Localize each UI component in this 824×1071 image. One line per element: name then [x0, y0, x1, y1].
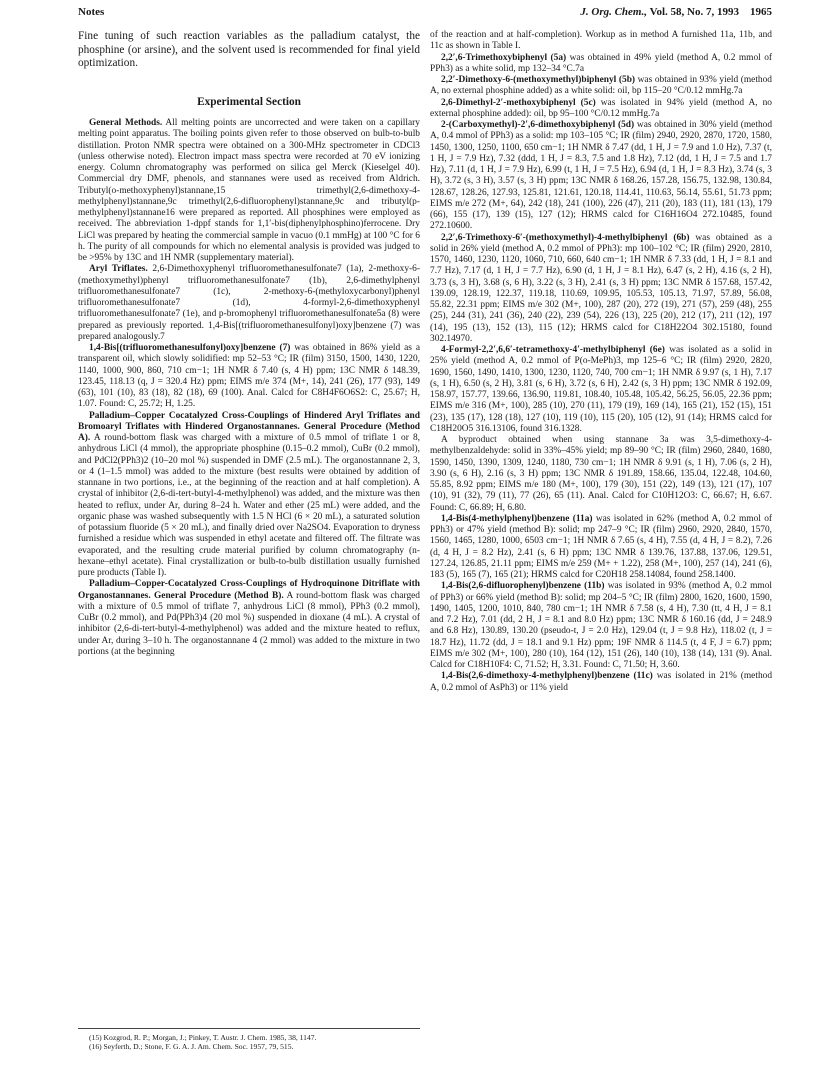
page-number: 1965: [750, 6, 772, 18]
compound-name: 1,4-Bis(2,6-difluorophenyl)benzene (11b): [441, 581, 605, 592]
paragraph: [430, 514, 772, 582]
paragraph-body: was obtained as a solid in 26% yield (method A, 0.2 mmol of PPh3): mp 100–102 °C; IR (film) 2920, 2810, 1570, 1460, 1230, 1120, 1060, 710, 660, 640 cm−1; 1H NMR δ 7.33 (dd, 1 H, J = 8.1 and 7.7 Hz), 7.17 (d, 1 H, J = 7.7 Hz), 6.90 (d, 1 H, J = 8.1 Hz), 6.47 (s, 2 H), 4.16 (s, 2 H), 3.73 (s, 3 H), 3.68 (s, 6 H), 3.22 (s, 3 H), 2.41 (s, 3 H) ppm; 13C NMR δ 157.68, 157.42, 139.09, 128.19, 122.37, 119.18, 110.69, 109.95, 105.53, 105.13, 71.97, 57.89, 56.08, 55.82, 22.31 ppm; EIMS m/e 302 (M+, 100), 287 (20), 272 (19), 271 (57), 259 (48), 255 (25), 244 (31), 241 (36), 240 (22), 239 (54), 226 (13), 225 (20), 212 (17), 211 (12), 197 (14), 195 (13), 152 (13), 115 (12); HRMS calcd for C18H22O4 302.15180, found 302.14970.: [430, 232, 772, 344]
paragraph-body: of the reaction and at half-completion). Workup as in method A furnished 11a, 11b, and 11c as shown in Table I.: [430, 30, 772, 52]
paragraph-lead: Palladium–Copper Cocatalyzed Cross-Couplings of Hindered Aryl Triflates and Bromoaryl Triflates with Hindered Organostannanes. General Procedure (Method A).: [78, 410, 420, 444]
compound-name: 2,2′,6-Trimethoxybiphenyl (5a): [441, 52, 567, 63]
right-column: [430, 30, 772, 694]
paragraph-body: was isolated in 21% (method A, 0.2 mmol of AsPh3) or 11% yield: [430, 671, 772, 693]
paragraph-body: All melting points are uncorrected and were taken on a capillary melting point apparatus. The boiling points given refer to those observed on bulb-to-bulb distillation. Proton NMR spectra were obtained on a 300-MHz spectrometer in CDCl3 (unless otherwise noted). Electron impact mass spectra were recorded at 70 eV ionizing energy. Column chromatography was performed on silica gel Merck (Kieselgel 40). Commercial dry DMF, phenols, and stannanes were used as received from Aldrich. Tributyl(o-methoxyphenyl)stannane,15 trimethyl(2,6-dimethoxy-4-methylphenyl)stannane,9c trimethyl(2,6-difluorophenyl)stannane,9c and tributyl(p-methylphenyl)stannane16 were prepared as reported. All phosphines were employed as received. The abbreviation 1-dppf stands for 1,1′-bis(diphenylphosphino)ferrocene. Dry LiCl was prepared by heating the commercial sample in vacuo (0.1 mmHg) at 100 °C for 6 h. The purity of all compounds for which no elemental analysis is provided was judged to be >95% by 13C and 1H NMR (supplementary material).: [78, 118, 420, 264]
paragraph-body: A byproduct obtained when using stannane 3a was 3,5-dimethoxy-4-methylbenzaldehyde: solid in 33%–45% yield; mp 89–90 °C; IR (film) 2960, 2840, 1680, 1590, 1450, 1390, 1309, 1240, 1180, 730 cm−1; 1H NMR δ 9.91 (s, 1 H), 7.06 (s, 2 H), 3.90 (s, 6 H), 2.16 (s, 3 H) ppm; 13C NMR δ 191.89, 158.66, 135.04, 122.48, 104.60, 55.85, 8.92 ppm; EIMS m/e 180 (M+, 100), 179 (30), 151 (22), 149 (13), 121 (17), 107 (10), 91 (32), 79 (11), 77 (26), 65 (11). Anal. Calcd for C10H12O3: C, 66.67; H, 6.67. Found: C, 66.89; H, 6.80.: [430, 435, 772, 513]
compound-name: 1,4-Bis(2,6-dimethoxy-4-methylphenyl)benzene (11c): [441, 671, 653, 682]
paragraph: [430, 345, 772, 435]
footnote: (16) Seyferth, D.; Stone, F. G. A. J. Am. Chem. Soc. 1957, 79, 515.: [89, 1042, 294, 1052]
paragraph-body: was obtained in 49% yield (method A, 0.2 mmol of PPh3) as a white solid, mp 132–34 °C.7a: [430, 52, 773, 74]
paragraph: [78, 579, 420, 658]
paragraph-lead: General Methods.: [89, 118, 163, 129]
section-label: Notes: [78, 6, 105, 18]
volume-info: Vol. 58, No. 7, 1993: [649, 6, 739, 18]
paragraph-body: was isolated in 93% (method A, 0.2 mmol of PPh3) or 66% yield (method B): solid; mp 204–5 °C; IR (film) 2800, 1620, 1600, 1590, 1490, 1405, 1200, 1010, 840, 780 cm−1; 1H NMR δ 7.58 (s, 4 H), 7.30 (tt, 4 H, J = 8.1 and 7.2 Hz), 7.01 (dd, 2 H, J = 8.1 and 8.0 Hz) ppm; 13C NMR δ 160.16 (dd, J = 248.9 and 6.8 Hz), 130.89, 130.20 (pseudo-t, J = 2.0 Hz), 129.04 (t, J = 9.8 Hz), 118.02 (t, J = 18.7 Hz), 11.72 (dd, J = 18.1 and 9.1 Hz) ppm; 19F NMR δ 114.5 (t, 4 F, J = 6.7) ppm; EIMS m/e 302 (M+, 100), 280 (10), 164 (12), 151 (26), 140 (10), 138 (14), 131 (9). Anal. Calcd for C18H10F4: C, 71.52; H, 3.31. Found: C, 71.50; H, 3.60.: [430, 581, 772, 670]
paragraph-body: A round-bottom flask was charged with a mixture of 0.5 mmol of triflate 1 or 8, anhydrous LiCl (4 mmol), the appropriate phosphine (0.15–0.2 mmol), CuBr (0.2 mmol), and PdCl2(PPh3)2 (10–20 mol %) suspended in DMF (2.5 mL). The organostannane 2, 3, or 4 (1–1.5 mmol) was added to the mixture (best results were obtained by addition of stannane in two portions, i.e., at the beginning of the reaction and at half completion). A crystal of inhibitor (2,6-di-tert-butyl-4-methylphenol) was added, and the mixture was then heated to reflux, under Ar, during 8–24 h. Water and ether (25 mL) were added, and the organic phase was washed subsequently with 1.5 N HCl (6 × 20 mL), a saturated solution of potassium fluoride (5 × 20 mL), and finally dried over Na2SO4. Evaporation to dryness furnished a residue which was suspended in ethyl acetate and filtered off. The filtrate was evaporated, and the resulting crude material purified by column chromatography (n-hexane–ethyl acetate). Final crystallization or bulb-to-bulb distillation usually furnished pure products (Table I).: [78, 433, 421, 579]
paragraph: [430, 581, 772, 671]
paragraph: [430, 30, 772, 53]
intro-paragraph: Fine tuning of such reaction variables as the palladium catalyst, the phosphine (or arsine), and the solvent used is recommended for final yield optimization.: [78, 30, 420, 70]
paragraph: [78, 118, 420, 264]
journal-citation: [580, 6, 772, 18]
compound-name: 2,6-Dimethyl-2′-methoxybiphenyl (5c): [441, 97, 596, 108]
paragraph: [430, 120, 772, 233]
paragraph-body: was obtained in 30% yield (method A, 0.4 mmol of PPh3) as a solid: mp 103–105 °C; IR (film) 2940, 2920, 2870, 1720, 1580, 1450, 1300, 1250, 1100, 650 cm−1; 1H NMR δ 7.47 (dd, 1 H, J = 7.9 and 1.0 Hz), 7.37 (t, 1 H, J = 7.9 Hz), 7.32 (ddd, 1 H, J = 8.3, 7.5 and 1.8 Hz), 7.12 (dd, 1 H, J = 7.5 and 1.7 Hz), 7.11 (d, 1 H, J = 7.9 Hz), 6.99 (t, 1 H, J = 7.5 Hz), 6.94 (d, 1 H, J = 8.3 Hz), 3.74 (s, 3 H), 3.72 (s, 3 H), 3.57 (s, 3 H) ppm; 13C NMR δ 168.26, 157.28, 156.75, 132.98, 130.84, 128.67, 128.26, 127.93, 125.81, 121.61, 120.18, 114.41, 110.63, 56.14, 55.61, 51.73 ppm; EIMS m/e 272 (M+, 64), 242 (18), 241 (100), 226 (47), 211 (20), 183 (11), 181 (13), 179 (66), 155 (17), 139 (15), 127 (12); HRMS calcd for C16H16O4 272.10485, found 272.10600.: [430, 120, 773, 232]
paragraph: [430, 75, 772, 98]
paragraph-lead: Palladium–Copper-Cocatalyzed Cross-Couplings of Hydroquinone Ditriflate with Organostannanes. General Procedure (Method B).: [78, 579, 420, 601]
paragraph: [78, 264, 420, 343]
journal-name: J. Org. Chem.,: [580, 6, 647, 18]
compound-name: 2,2′,6-Trimethoxy-6′-(methoxymethyl)-4-methylbiphenyl (6b): [441, 232, 690, 243]
footnotes: [78, 1028, 420, 1051]
paragraph-body: was obtained in 86% yield as a transparent oil, which slowly solidified: mp 52–53 °C; IR (film) 3150, 1500, 1430, 1220, 1140, 1000, 900, 860, 710 cm−1; 1H NMR δ 7.40 (s, 4 H) ppm; 13C NMR δ 148.39, 123.45, 118.13 (q, J = 320.4 Hz) ppm; EIMS m/e 374 (M+, 14), 241 (26), 177 (93), 149 (63), 101 (10), 83 (18), 82 (18), 69 (100). Anal. Calcd for C8H4F6O6S2: C, 25.67; H, 1.07. Found: C, 25.72; H, 1.25.: [78, 343, 420, 410]
paragraph-body: was isolated in 62% (method A, 0.2 mmol of PPh3) or 47% yield (method B): solid; mp 247–9 °C; IR (film) 2960, 2920, 2840, 1570, 1560, 1465, 1280, 1000, 6503 cm−1; 1H NMR δ 7.65 (s, 4 H), 7.55 (d, 4 H, J = 8.2), 7.26 (d, 4 H, J = 8.2 Hz), 2.41 (s, 6 H) ppm; 13C NMR δ 139.76, 137.88, 137.06, 129.51, 127.24, 126.85, 21.11 ppm; EIMS m/e 259 (M+ + 1.22), 258 (M+, 100), 257 (14), 241 (6), 183 (5), 165 (7), 165 (21); HRMS calcd for C20H18 258.14084, found 258.1400.: [430, 513, 773, 580]
paragraph: [430, 53, 772, 76]
paragraph: [430, 98, 772, 121]
paragraph: [78, 411, 420, 580]
running-header: [78, 6, 772, 22]
paragraph-body: 2,6-Dimethoxyphenyl trifluoromethanesulfonate7 (1a), 2-methoxy-6-(methoxymethyl)phenyl trifluoromethanesulfonate7 (1b), 2,6-dimethylphenyl trifluoromethanesulfonate7 (1c), 2-methoxy-6-(methyloxycarbonyl)phenyl trifluoromethanesulfonate7 (1d), 4-formyl-2,6-dimethoxyphenyl trifluoromethanesulfonate7 (1e), and p-bromophenyl trifluoromethanesulfonate5a (8) were prepared as previously reported. 1,4-Bis[(trifluoromethanesulfonyl)oxy]benzene (7) was prepared analogously.7: [78, 264, 420, 342]
compound-name: 2-(Carboxymethyl)-2′,6-dimethoxybiphenyl (5d): [441, 120, 635, 130]
experimental-section-title: Experimental Section: [197, 95, 301, 108]
paragraph-body: was obtained in 93% yield (method A, no external phosphine added) as a white solid: oil, bp 115–20 °C/0.12 mmHg.7a: [430, 75, 772, 97]
paragraph: [430, 233, 772, 346]
paragraph: [78, 343, 420, 411]
paragraph: [430, 435, 772, 514]
paragraph-lead: Aryl Triflates.: [89, 264, 148, 275]
compound-name: 2,2′-Dimethoxy-6-(methoxymethyl)biphenyl (5b): [441, 75, 636, 85]
paragraph-body: was isolated in 94% yield (method A, no external phosphine added): oil, bp 95–100 °C/0.12 mmHg.7a: [430, 97, 772, 119]
left-column: [78, 30, 420, 658]
footnote: (15) Kozgrod, R. P.; Morgan, J.; Pinkey, T. Austr. J. Chem. 1985, 38, 1147.: [89, 1033, 317, 1042]
paragraph-lead: 1,4-Bis[(trifluoromethanesulfonyl)oxy]benzene (7): [89, 343, 291, 354]
paragraph: [430, 671, 772, 694]
compound-name: 4-Formyl-2,2′,6,6′-tetramethoxy-4′-methylbiphenyl (6e): [441, 345, 665, 355]
paragraph-body: A round-bottom flask was charged with a mixture of 0.5 mmol of triflate 7, anhydrous LiCl (8 mmol), PPh3 (0.2 mmol), CuBr (0.2 mmol), and Pd(PPh3)4 (20 mol %) suspended in dioxane (4 mL). A crystal of inhibitor (2,6-di-tert-butyl-4-methylphenol) was added and the mixture heated to reflux, under Ar, during 3–10 h. The organostannane 4 (2 mmol) was added to the mixture in two portions (at the beginning: [78, 590, 420, 657]
compound-name: 1,4-Bis(4-methylphenyl)benzene (11a): [441, 513, 593, 524]
paragraph-body: was isolated as a solid in 25% yield (method A, 0.2 mmol of P(o-MePh)3, mp 125–6 °C; IR (film) 2920, 2820, 1690, 1560, 1490, 1410, 1300, 1230, 1120, 740, 700 cm−1; 1H NMR δ 9.97 (s, 1 H), 7.17 (s, 1 H), 6.50 (s, 2 H), 3.81 (s, 6 H), 3.72 (s, 6 H), 2.42 (s, 3 H) ppm; 13C NMR δ 192.09, 158.97, 157.77, 139.66, 136.90, 119.81, 108.40, 105.48, 105.42, 56.25, 56.05, 22.36 ppm; EIMS m/e 316 (M+, 100), 285 (10), 270 (11), 179 (19), 169 (14), 165 (21), 152 (15), 151 (23), 135 (17), 128 (18), 127 (10), 119 (10), 115 (20), 105 (12), 91 (14); HRMS calcd for C18H20O5 316.13106, found 316.1328.: [430, 345, 772, 434]
